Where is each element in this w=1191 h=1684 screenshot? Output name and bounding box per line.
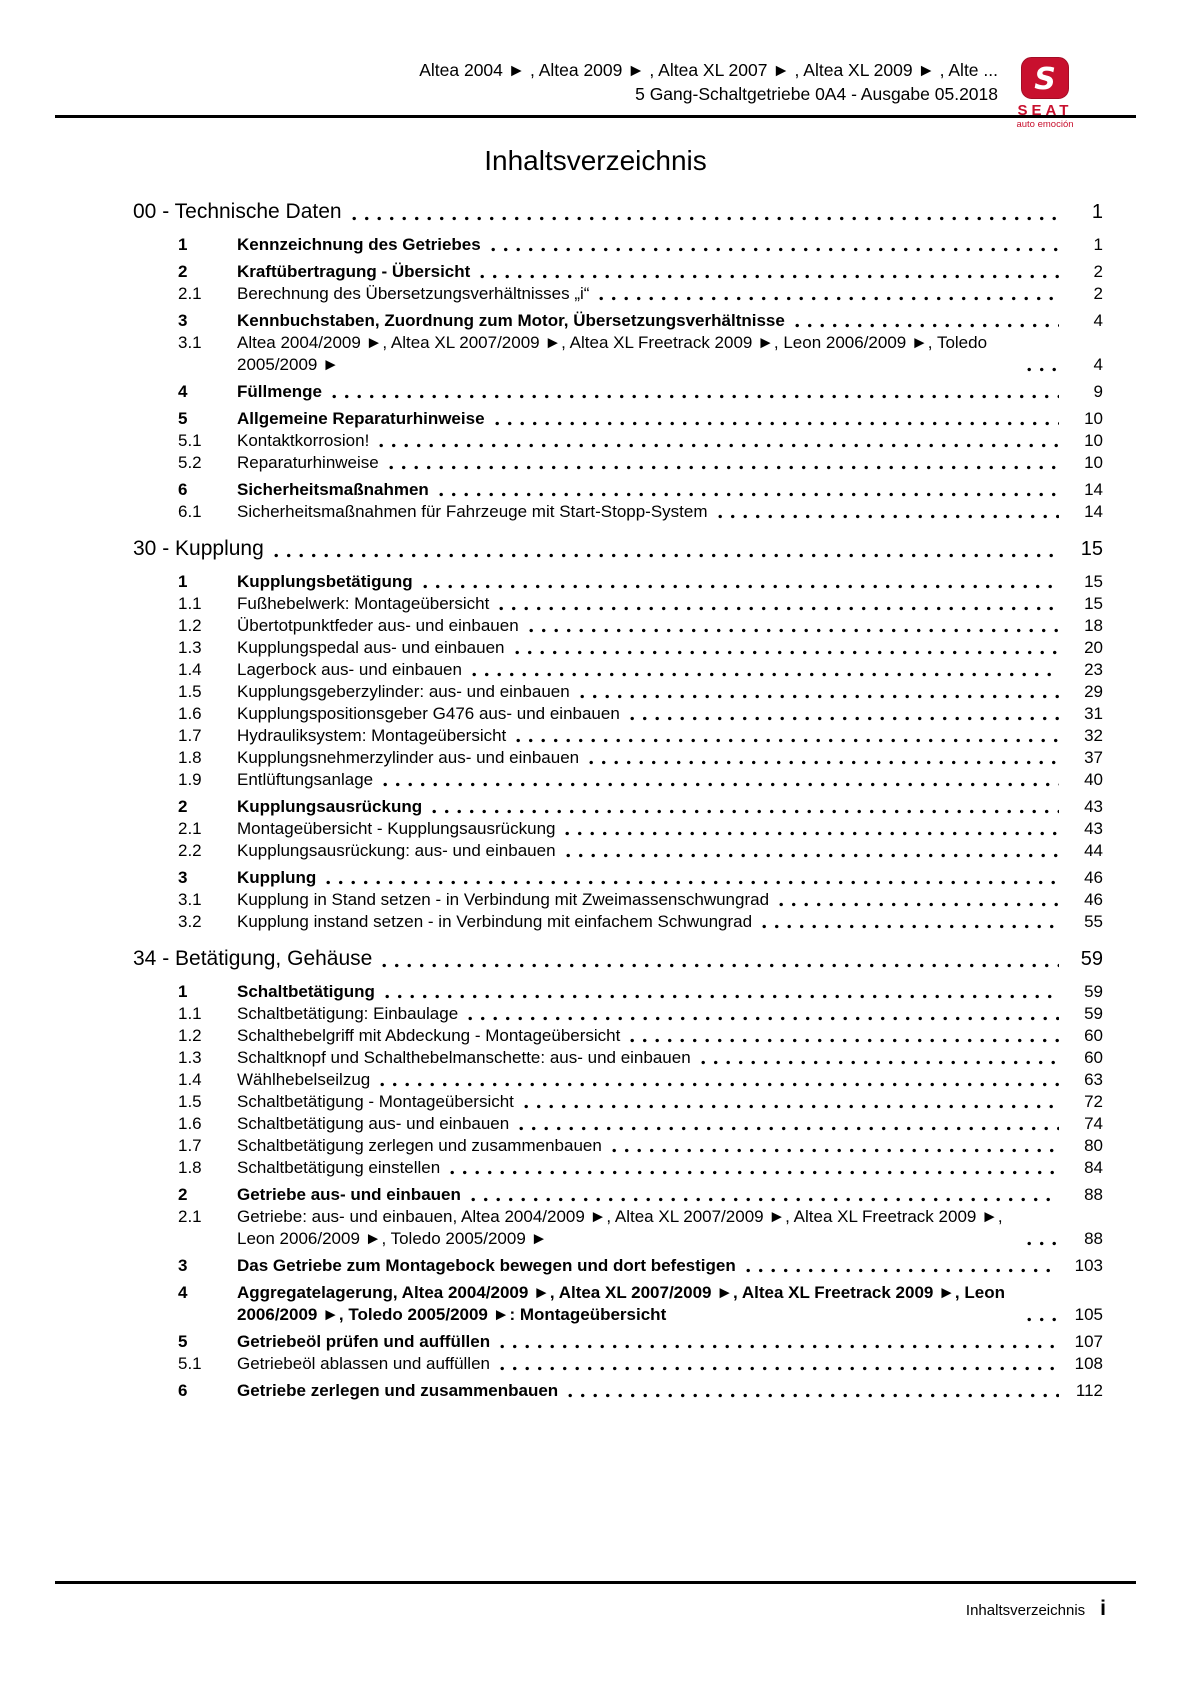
dotted-leader — [589, 760, 1059, 765]
entry-title: Schalthebelgriff mit Abdeckung - Montageübersicht — [237, 1026, 621, 1045]
entry-number: 3.1 — [178, 333, 202, 352]
entry-title: Kupplung — [237, 868, 317, 887]
dotted-leader — [516, 738, 1059, 743]
entry-page-number: 14 — [1084, 480, 1103, 499]
entry-page-number: 40 — [1084, 770, 1103, 789]
entry-page-number: 80 — [1084, 1136, 1103, 1155]
entry-page-number: 60 — [1084, 1026, 1103, 1045]
toc-entry — [178, 479, 1103, 501]
entry-number: 5.2 — [178, 453, 202, 472]
entry-page-number: 63 — [1084, 1070, 1103, 1089]
toc-entry — [178, 818, 1103, 840]
dotted-leader — [1027, 367, 1059, 372]
entry-number: 3 — [178, 311, 188, 330]
dotted-leader — [515, 650, 1059, 655]
entry-page-number: 44 — [1084, 841, 1103, 860]
dotted-leader — [472, 672, 1059, 677]
toc-entry — [178, 725, 1103, 747]
entry-page-number: 43 — [1084, 797, 1103, 816]
dotted-leader — [379, 443, 1059, 448]
entry-title: Getriebe aus- und einbauen — [237, 1185, 461, 1204]
entry-title: Kupplungsbetätigung — [237, 572, 413, 591]
toc-entry — [178, 501, 1103, 523]
entry-page-number: 1 — [1093, 235, 1103, 254]
dotted-leader — [491, 247, 1059, 252]
entry-number: 1.4 — [178, 660, 202, 679]
toc-section — [55, 536, 1136, 933]
entry-title: Aggregatelagerung, Altea 2004/2009 ►, Altea XL 2007/2009 ►, Altea XL Freetrack 2009 ►, Leon 2006/2009 ►, Toledo 2005/2009 ►: Montageübersicht — [237, 1283, 1005, 1324]
dotted-leader — [630, 1038, 1059, 1043]
entry-title: Montageübersicht - Kupplungsausrückung — [237, 819, 556, 838]
entry-page-number: 103 — [1074, 1256, 1103, 1275]
toc-entry — [178, 430, 1103, 452]
dotted-leader — [500, 1366, 1059, 1371]
entry-page-number: 9 — [1093, 382, 1103, 401]
toc-entry — [178, 1380, 1103, 1402]
toc-entry — [178, 452, 1103, 474]
footer-page-number: i — [1100, 1597, 1106, 1620]
toc-entry — [178, 1206, 1103, 1250]
entry-number: 1.7 — [178, 726, 202, 745]
seat-brand-text: SEAT — [1017, 102, 1073, 119]
entry-number: 2.1 — [178, 284, 202, 303]
entry-number: 5 — [178, 409, 188, 428]
toc-entry — [178, 840, 1103, 862]
entry-number: 3.2 — [178, 912, 202, 931]
dotted-leader — [566, 853, 1059, 858]
entry-number: 1 — [178, 235, 188, 254]
entry-page-number: 32 — [1084, 726, 1103, 745]
dotted-leader — [495, 421, 1059, 426]
seat-tagline: auto emoción — [1016, 119, 1074, 130]
entry-title: Sicherheitsmaßnahmen für Fahrzeuge mit Start-Stopp-System — [237, 502, 708, 521]
entry-page-number: 37 — [1084, 748, 1103, 767]
entry-number: 1.6 — [178, 704, 202, 723]
footer-label: Inhaltsverzeichnis — [965, 1602, 1086, 1619]
entry-number: 6 — [178, 1381, 188, 1400]
toc-entry — [178, 703, 1103, 725]
entry-title: Getriebeöl prüfen und auffüllen — [237, 1332, 491, 1351]
section-label: 34 - Betätigung, Gehäuse — [133, 947, 373, 970]
entry-number: 1.2 — [178, 616, 202, 635]
dotted-leader — [471, 1197, 1059, 1202]
entry-number: 4 — [178, 1283, 188, 1302]
toc-entry — [178, 889, 1103, 911]
toc-entry — [178, 283, 1103, 305]
entry-number: 3 — [178, 868, 188, 887]
entry-page-number: 10 — [1084, 431, 1103, 450]
footer-rule — [55, 1581, 1136, 1584]
entry-number: 6.1 — [178, 502, 202, 521]
dotted-leader — [718, 514, 1059, 519]
dotted-leader — [423, 584, 1059, 589]
entry-page-number: 59 — [1084, 1004, 1103, 1023]
dotted-leader — [450, 1170, 1059, 1175]
entry-page-number: 46 — [1084, 890, 1103, 909]
dotted-leader — [565, 831, 1059, 836]
toc-entry — [178, 681, 1103, 703]
entry-title: Lagerbock aus- und einbauen — [237, 660, 462, 679]
toc-entry — [178, 769, 1103, 791]
entry-page-number: 88 — [1084, 1185, 1103, 1204]
dotted-leader — [762, 924, 1059, 929]
dotted-leader — [499, 606, 1059, 611]
page-title: Inhaltsverzeichnis — [484, 145, 707, 176]
dotted-leader — [432, 809, 1059, 814]
dotted-leader — [529, 628, 1059, 633]
section-page-number: 59 — [1080, 948, 1103, 970]
toc-entry — [178, 747, 1103, 769]
entry-page-number: 4 — [1093, 355, 1103, 374]
entry-number: 1.3 — [178, 1048, 202, 1067]
entry-title: Schaltbetätigung einstellen — [237, 1158, 441, 1177]
section-page-number: 15 — [1080, 538, 1103, 560]
toc-entry — [178, 1113, 1103, 1135]
dotted-leader — [332, 394, 1059, 399]
entry-page-number: 88 — [1084, 1229, 1103, 1248]
entry-title: Wählhebelseilzug — [237, 1070, 371, 1089]
toc-entry — [178, 234, 1103, 256]
dotted-leader — [382, 963, 1059, 968]
dotted-leader — [500, 1344, 1059, 1349]
entry-page-number: 29 — [1084, 682, 1103, 701]
entry-page-number: 18 — [1084, 616, 1103, 635]
header-doc-line: 5 Gang-Schaltgetriebe 0A4 - Ausgabe 05.2018 — [635, 84, 998, 104]
toc-entry — [178, 310, 1103, 332]
entry-number: 4 — [178, 382, 188, 401]
toc-entry — [178, 911, 1103, 933]
entry-title: Reparaturhinweise — [237, 453, 379, 472]
toc-entry — [178, 1025, 1103, 1047]
entry-title: Schaltbetätigung: Einbaulage — [237, 1004, 459, 1023]
entry-number: 1.8 — [178, 1158, 202, 1177]
entry-page-number: 60 — [1084, 1048, 1103, 1067]
entry-number: 1.1 — [178, 1004, 202, 1023]
entry-number: 6 — [178, 480, 188, 499]
dotted-leader — [352, 216, 1059, 221]
entry-number: 3.1 — [178, 890, 202, 909]
toc-entry — [178, 867, 1103, 889]
entry-page-number: 15 — [1084, 594, 1103, 613]
entry-page-number: 23 — [1084, 660, 1103, 679]
toc-entry — [178, 381, 1103, 403]
entry-number: 2.1 — [178, 1207, 202, 1226]
entry-title: Schaltbetätigung — [237, 982, 375, 1001]
header-rule — [55, 115, 1136, 118]
dotted-leader — [383, 782, 1059, 787]
entry-number: 1.8 — [178, 748, 202, 767]
entry-title: Kupplungsausrückung — [237, 797, 423, 816]
entry-title: Kupplungsnehmerzylinder aus- und einbauen — [237, 748, 580, 767]
entry-title: Allgemeine Reparaturhinweise — [237, 409, 485, 428]
entry-number: 1.7 — [178, 1136, 202, 1155]
entry-title: Kupplungspedal aus- und einbauen — [237, 638, 505, 657]
dotted-leader — [468, 1016, 1059, 1021]
header-models-line: Altea 2004 ► , Altea 2009 ► , Altea XL 2007 ► , Altea XL 2009 ► , Alte ... — [419, 60, 998, 80]
seat-s-emblem-icon — [997, 56, 1093, 100]
entry-title: Schaltbetätigung aus- und einbauen — [237, 1114, 510, 1133]
toc — [55, 199, 1136, 1402]
toc-entry — [178, 1255, 1103, 1277]
toc-section — [55, 946, 1136, 1402]
dotted-leader — [779, 902, 1059, 907]
toc-entry — [178, 1282, 1103, 1326]
entry-title: Kupplungspositionsgeber G476 aus- und einbauen — [237, 704, 620, 723]
section-page-number: 1 — [1091, 201, 1103, 223]
entry-number: 1.6 — [178, 1114, 202, 1133]
entry-page-number: 84 — [1084, 1158, 1103, 1177]
entry-title: Schaltbetätigung zerlegen und zusammenbauen — [237, 1136, 602, 1155]
toc-entry — [178, 261, 1103, 283]
dotted-leader — [326, 880, 1059, 885]
dotted-leader — [701, 1060, 1059, 1065]
toc-entry — [178, 408, 1103, 430]
entry-number: 1 — [178, 982, 188, 1001]
entry-number: 1.5 — [178, 682, 202, 701]
toc-entry — [178, 1331, 1103, 1353]
entry-page-number: 59 — [1084, 982, 1103, 1001]
entry-title: Kontaktkorrosion! — [237, 431, 370, 450]
entry-title: Kennbuchstaben, Zuordnung zum Motor, Übersetzungsverhältnisse — [237, 311, 785, 330]
toc-entry — [178, 1091, 1103, 1113]
dotted-leader — [519, 1126, 1059, 1131]
toc-entry — [178, 593, 1103, 615]
entry-number: 2.1 — [178, 819, 202, 838]
entry-page-number: 10 — [1084, 409, 1103, 428]
entry-number: 1.2 — [178, 1026, 202, 1045]
page-footer — [55, 1581, 1136, 1621]
toc-entry — [178, 571, 1103, 593]
entry-number: 2 — [178, 262, 188, 281]
toc-entry — [178, 981, 1103, 1003]
toc-entry — [178, 615, 1103, 637]
dotted-leader — [480, 274, 1059, 279]
entry-title: Getriebeöl ablassen und auffüllen — [237, 1354, 490, 1373]
entry-page-number: 46 — [1084, 868, 1103, 887]
page-header — [0, 0, 1191, 130]
dotted-leader — [612, 1148, 1059, 1153]
entry-number: 1.5 — [178, 1092, 202, 1111]
entry-number: 1.9 — [178, 770, 202, 789]
toc-entry — [178, 1184, 1103, 1206]
entry-number: 1.3 — [178, 638, 202, 657]
toc-entry — [178, 796, 1103, 818]
entry-title: Entlüftungsanlage — [237, 770, 374, 789]
entry-page-number: 20 — [1084, 638, 1103, 657]
entry-title: Getriebe zerlegen und zusammenbauen — [237, 1381, 559, 1400]
section-heading — [133, 536, 1103, 562]
section-heading — [133, 946, 1103, 972]
toc-entry — [178, 1353, 1103, 1375]
dotted-leader — [274, 553, 1059, 558]
entry-number: 3 — [178, 1256, 188, 1275]
dotted-leader — [439, 492, 1059, 497]
dotted-leader — [1027, 1241, 1059, 1246]
entry-title: Übertotpunktfeder aus- und einbauen — [237, 616, 519, 635]
entry-title: Kupplungsgeberzylinder: aus- und einbauen — [237, 682, 570, 701]
entry-title: Sicherheitsmaßnahmen — [237, 480, 429, 499]
dotted-leader — [1027, 1317, 1059, 1322]
seat-logo — [997, 56, 1093, 130]
entry-title: Füllmenge — [237, 382, 323, 401]
entry-title: Hydrauliksystem: Montageübersicht — [237, 726, 507, 745]
toc-entry — [178, 1003, 1103, 1025]
entry-page-number: 55 — [1084, 912, 1103, 931]
dotted-leader — [568, 1393, 1059, 1398]
dotted-leader — [385, 994, 1059, 999]
entry-title: Getriebe: aus- und einbauen, Altea 2004/2009 ►, Altea XL 2007/2009 ►, Altea XL Freetrack 2009 ►, Leon 2006/2009 ►, Toledo 2005/2009 ► — [237, 1207, 1003, 1248]
entry-title: Schaltknopf und Schalthebelmanschette: aus- und einbauen — [237, 1048, 691, 1067]
entry-page-number: 105 — [1074, 1305, 1103, 1324]
entry-page-number: 72 — [1084, 1092, 1103, 1111]
entry-page-number: 74 — [1084, 1114, 1103, 1133]
dotted-leader — [380, 1082, 1059, 1087]
entry-title: Berechnung des Übersetzungsverhältnisses „i“ — [237, 284, 590, 303]
toc-entry — [178, 1135, 1103, 1157]
toc-entry — [178, 1069, 1103, 1091]
entry-page-number: 31 — [1084, 704, 1103, 723]
entry-number: 2.2 — [178, 841, 202, 860]
dotted-leader — [630, 716, 1059, 721]
section-heading — [133, 199, 1103, 225]
entry-number: 2 — [178, 1185, 188, 1204]
entry-title: Fußhebelwerk: Montageübersicht — [237, 594, 490, 613]
entry-page-number: 10 — [1084, 453, 1103, 472]
dotted-leader — [795, 323, 1059, 328]
entry-page-number: 112 — [1075, 1381, 1103, 1400]
toc-entry — [178, 1047, 1103, 1069]
entry-page-number: 107 — [1074, 1332, 1103, 1351]
dotted-leader — [599, 296, 1059, 301]
entry-number: 1.1 — [178, 594, 202, 613]
entry-title: Schaltbetätigung - Montageübersicht — [237, 1092, 514, 1111]
entry-page-number: 4 — [1093, 311, 1103, 330]
toc-entry — [178, 637, 1103, 659]
entry-page-number: 2 — [1093, 284, 1103, 303]
entry-title: Kupplung instand setzen - in Verbindung mit einfachem Schwungrad — [237, 912, 753, 931]
entry-page-number: 14 — [1084, 502, 1103, 521]
dotted-leader — [580, 694, 1059, 699]
entry-number: 1.4 — [178, 1070, 202, 1089]
section-label: 30 - Kupplung — [133, 537, 264, 560]
entry-number: 1 — [178, 572, 188, 591]
entry-page-number: 108 — [1074, 1354, 1103, 1373]
dotted-leader — [524, 1104, 1059, 1109]
section-label: 00 - Technische Daten — [133, 200, 342, 223]
entry-title: Kupplung in Stand setzen - in Verbindung mit Zweimassenschwungrad — [237, 890, 770, 909]
toc-entry — [178, 1157, 1103, 1179]
entry-title: Das Getriebe zum Montagebock bewegen und dort befestigen — [237, 1256, 736, 1275]
entry-title: Kraftübertragung - Übersicht — [237, 262, 471, 281]
toc-section — [55, 199, 1136, 523]
toc-entry — [178, 659, 1103, 681]
entry-page-number: 2 — [1093, 262, 1103, 281]
entry-title: Altea 2004/2009 ►, Altea XL 2007/2009 ►, Altea XL Freetrack 2009 ►, Leon 2006/2009 ►, Toledo 2005/2009 ► — [237, 333, 988, 374]
entry-page-number: 15 — [1084, 572, 1103, 591]
toc-entry — [178, 332, 1103, 376]
svg-text:S: S — [1034, 62, 1056, 97]
entry-number: 5 — [178, 1332, 188, 1351]
dotted-leader — [389, 465, 1059, 470]
entry-page-number: 43 — [1084, 819, 1103, 838]
entry-title: Kupplungsausrückung: aus- und einbauen — [237, 841, 556, 860]
entry-title: Kennzeichnung des Getriebes — [237, 235, 481, 254]
entry-number: 5.1 — [178, 431, 202, 450]
entry-number: 2 — [178, 797, 188, 816]
entry-number: 5.1 — [178, 1354, 202, 1373]
dotted-leader — [746, 1268, 1059, 1273]
